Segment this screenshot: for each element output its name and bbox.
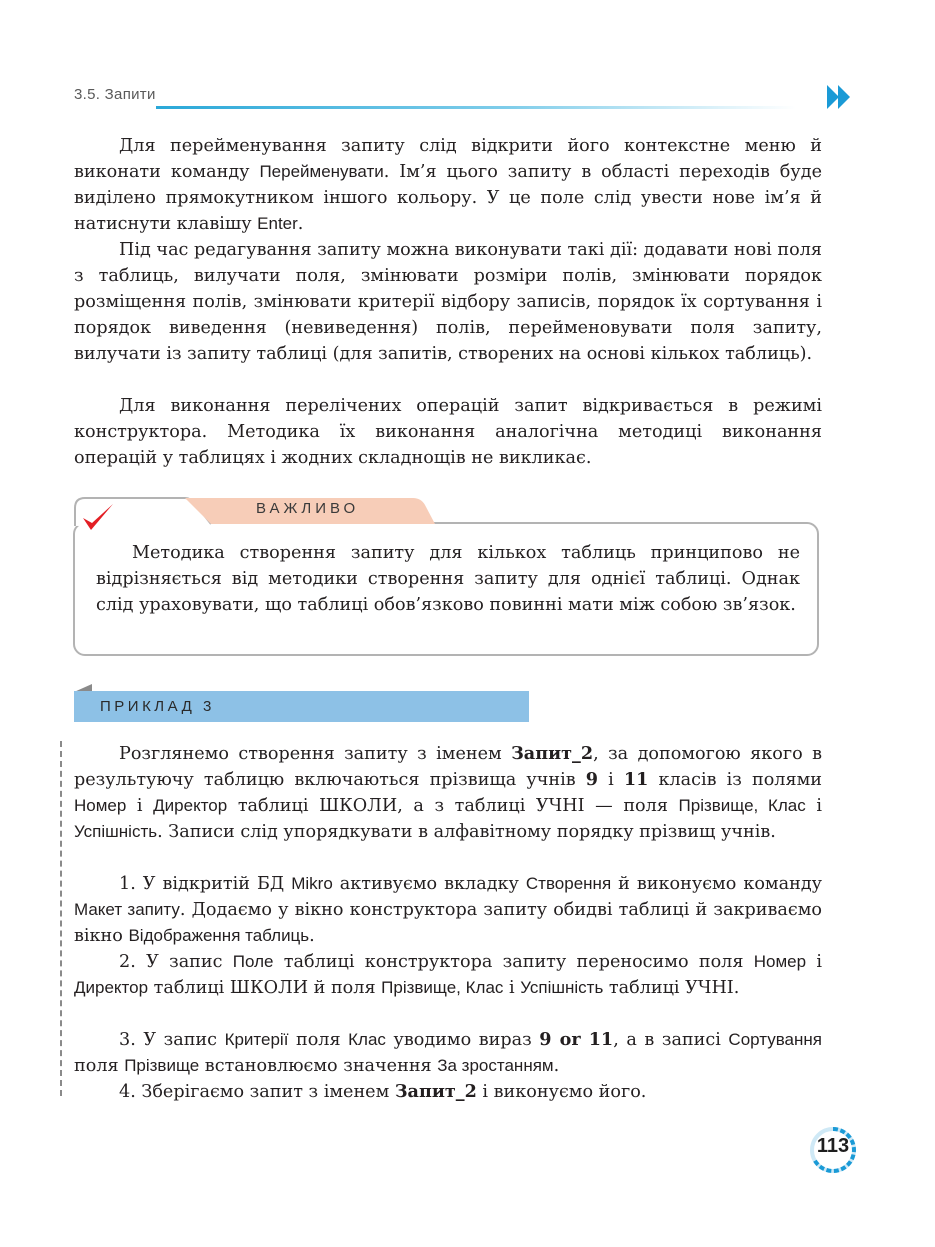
- ui-term: Поле: [232, 952, 274, 971]
- text-run: таблиці конструктора запиту переносимо поля: [273, 952, 754, 972]
- ui-term: Enter: [257, 214, 298, 233]
- text-run: класів із полями: [648, 770, 822, 790]
- text-run: , за допомогою якого в результуючу таблицю включаються прізвища учнів: [74, 744, 822, 790]
- ui-term: Номер: [74, 796, 127, 815]
- ui-term: Прізвище, Клас: [678, 796, 806, 815]
- ui-term: За зростанням: [437, 1056, 554, 1075]
- page-number: 113: [816, 1135, 850, 1157]
- checkmark-icon: [80, 498, 116, 534]
- example-step-1: [74, 871, 822, 949]
- ui-term: Критерії: [224, 1030, 289, 1049]
- bold-term: 11: [623, 769, 649, 790]
- text-run: 3. У запис: [119, 1030, 225, 1050]
- paragraph-editing: [74, 237, 822, 367]
- example-label: ПРИКЛАД 3: [100, 698, 215, 715]
- text-run: і: [805, 796, 822, 816]
- text-run: таблиці ШКОЛИ й поля: [148, 978, 382, 998]
- text-run: таблиці УЧНІ.: [603, 978, 740, 998]
- text-run: і виконуємо його.: [476, 1082, 647, 1102]
- ui-term: Успішність: [74, 822, 158, 841]
- double-arrow-icon: [825, 82, 855, 112]
- text-run: . Записи слід упорядкувати в алфавітному порядку прізвищ учнів.: [157, 822, 776, 842]
- text-run: Розглянемо створення запиту з іменем: [119, 744, 512, 764]
- text-run: і: [503, 978, 521, 998]
- text-run: Для перейменування запиту слід відкрити його контекстне меню й виконати команду: [74, 136, 822, 182]
- text-run: поля: [74, 1056, 125, 1076]
- text-run: уводимо вираз: [385, 1030, 540, 1050]
- ui-term: Успішність: [520, 978, 604, 997]
- important-label: ВАЖЛИВО: [256, 500, 360, 517]
- ui-term: Mikro: [291, 874, 333, 893]
- text-run: таблиці ШКОЛИ, а з таблиці УЧНІ — поля: [227, 796, 679, 816]
- section-title: 3.5. Запити: [74, 86, 156, 103]
- ui-term: Прізвище: [124, 1056, 200, 1075]
- text-run: і: [598, 770, 624, 790]
- header-rule: [156, 106, 796, 109]
- text-run: і: [806, 952, 822, 972]
- bold-term: 9 or 11: [539, 1029, 614, 1050]
- ui-term: Номер: [753, 952, 807, 971]
- ui-term: Створення: [525, 874, 612, 893]
- text-run: поля: [288, 1030, 349, 1050]
- ui-term: Сортування: [728, 1030, 822, 1049]
- text-run: , а в записі: [613, 1030, 729, 1050]
- text-run: .: [297, 214, 304, 234]
- text-run: . Ім’я цього запиту в області переходів буде виділено прямокутником іншого кольору. У це поле слід увести нове ім’я й натиснути клавішу: [74, 162, 822, 234]
- bold-term: 9: [585, 769, 598, 790]
- paragraph-rename: [74, 133, 822, 237]
- text-run: і: [126, 796, 154, 816]
- bold-term: Запит_2: [394, 1081, 477, 1102]
- text-run: 1. У відкритій БД: [119, 874, 292, 894]
- text-run: Для виконання перелічених операцій запит відкривається в режимі конструктора. Методика їх виконання аналогічна методиці виконання операцій у таблицях і жодних складнощів не викликає.: [74, 396, 822, 468]
- text-run: .: [309, 926, 315, 946]
- text-run: встановлюємо значення: [199, 1056, 438, 1076]
- text-run: активуємо вкладку: [332, 874, 526, 894]
- text-run: 2. У запис: [119, 952, 233, 972]
- ui-term: Макет запиту: [74, 900, 180, 919]
- paragraph-constructor: [74, 393, 822, 471]
- important-text: Методика створення запиту для кількох таблиць принципово не відрізняється від методики створення запиту для однієї таблиці. Однак слід ураховувати, що таблиці обов’язково повинні мати між собою зв’язок.: [96, 543, 800, 615]
- example-step-2: [74, 949, 822, 1001]
- ui-term: Перейменувати: [259, 162, 384, 181]
- ui-term: Клас: [348, 1030, 386, 1049]
- ui-term: Директор: [74, 978, 149, 997]
- text-run: .: [553, 1056, 560, 1076]
- bold-term: Запит_2: [511, 743, 594, 764]
- example-intro: [74, 741, 822, 845]
- ui-term: Прізвище, Клас: [381, 978, 504, 997]
- text-run: й виконуємо команду: [611, 874, 823, 894]
- text-run: Під час редагування запиту можна виконувати такі дії: додавати нові поля з таблиць, вилучати поля, змінювати розміри полів, змінювати порядок розміщення полів, змінювати критерії відбору записів, порядок їх сортування і порядок виведення (невиведення) полів, перейменовувати поля запиту, вилучати із запиту таблиці (для запитів, створених на основі кількох таблиць).: [74, 240, 822, 364]
- ui-term: Директор: [153, 796, 228, 815]
- example-step-3: [74, 1027, 822, 1079]
- ui-term: Відображення таблиць: [128, 926, 310, 945]
- text-run: . Додаємо у вікно конструктора запиту обидві таблиці й закриваємо вікно: [74, 900, 822, 946]
- example-dashed-rule: [60, 741, 62, 1096]
- example-step-4: [74, 1079, 822, 1105]
- text-run: 4. Зберігаємо запит з іменем: [119, 1082, 395, 1102]
